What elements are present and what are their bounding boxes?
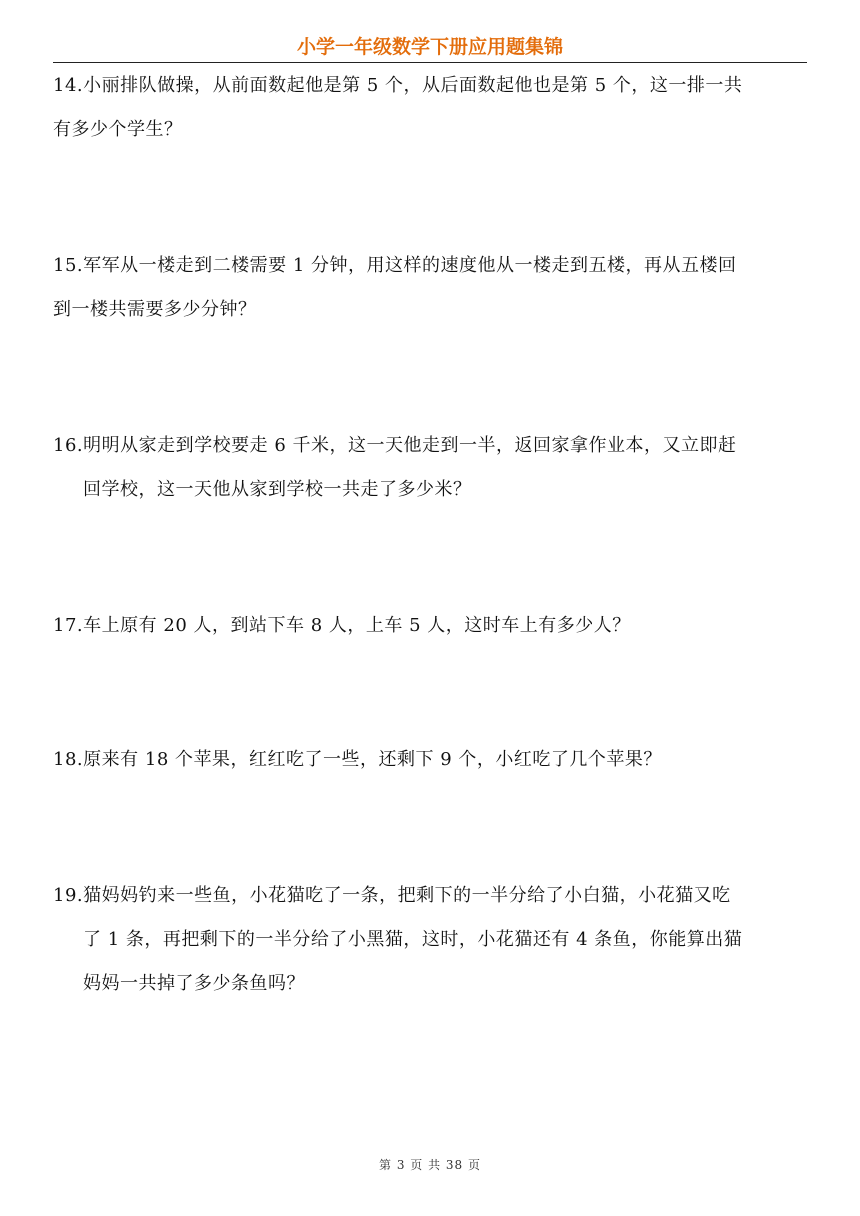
question-text: 妈妈一共掉了多少条鱼吗？ <box>83 973 305 994</box>
question-16 <box>53 424 798 512</box>
question-text: 军军从一楼走到二楼需要 1 分钟，用这样的速度他从一楼走到五楼，再从五楼回 <box>83 255 737 276</box>
question-number: 19. <box>53 885 84 906</box>
question-line <box>53 64 798 108</box>
question-text: 小丽排队做操，从前面数起他是第 5 个，从后面数起他也是第 5 个，这一排一共 <box>83 75 743 96</box>
question-number: 15. <box>53 255 84 276</box>
header-divider <box>53 62 807 63</box>
question-text: 了 1 条，再把剩下的一半分给了小黑猫，这时，小花猫还有 4 条鱼，你能算出猫 <box>83 929 743 950</box>
question-text: 明明从家走到学校要走 6 千米，这一天他走到一半，返回家拿作业本，又立即赶 <box>83 435 737 456</box>
question-text: 到一楼共需要多少分钟？ <box>53 299 257 320</box>
question-text: 车上原有 20 人，到站下车 8 人，上车 5 人，这时车上有多少人？ <box>83 615 631 636</box>
question-line <box>53 604 798 648</box>
question-18 <box>53 738 798 782</box>
question-line <box>53 738 798 782</box>
question-17 <box>53 604 798 648</box>
question-text: 猫妈妈钓来一些鱼，小花猫吃了一条，把剩下的一半分给了小白猫，小花猫又吃 <box>83 885 731 906</box>
question-line <box>53 874 798 918</box>
question-15 <box>53 244 798 332</box>
page-footer: 第 3 页 共 38 页 <box>379 1158 481 1172</box>
question-text: 回学校，这一天他从家到学校一共走了多少米？ <box>83 479 472 500</box>
question-text: 有多少个学生？ <box>53 119 183 140</box>
question-14 <box>53 64 798 152</box>
page-header-title: 小学一年级数学下册应用题集锦 <box>296 36 563 58</box>
question-number: 14. <box>53 75 84 96</box>
question-number: 17. <box>53 615 84 636</box>
question-number: 16. <box>53 435 84 456</box>
question-line <box>53 244 798 288</box>
question-number: 18. <box>53 749 84 770</box>
question-text: 原来有 18 个苹果，红红吃了一些，还剩下 9 个，小红吃了几个苹果？ <box>83 749 662 770</box>
question-line <box>53 424 798 468</box>
question-19 <box>53 874 798 1006</box>
